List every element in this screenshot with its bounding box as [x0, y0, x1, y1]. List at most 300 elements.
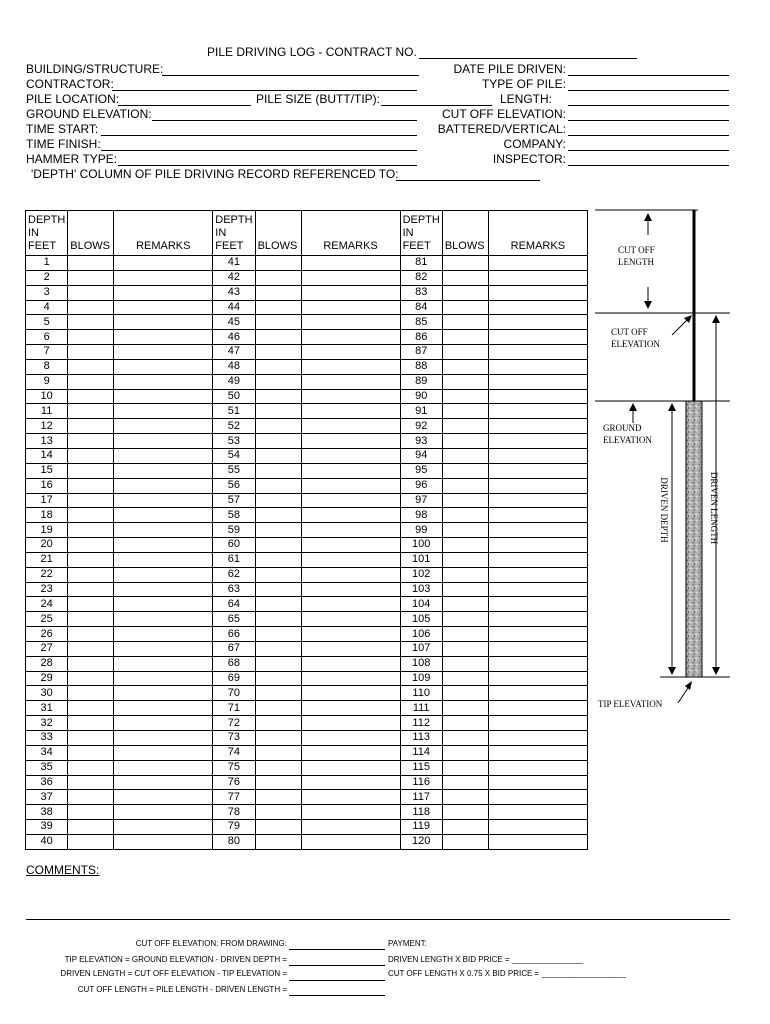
blows-cell[interactable]	[255, 760, 301, 775]
remarks-cell[interactable]	[488, 404, 587, 419]
blows-cell[interactable]	[255, 256, 301, 271]
remarks-cell[interactable]	[301, 820, 400, 835]
remarks-cell[interactable]	[114, 641, 213, 656]
blows-cell[interactable]	[255, 493, 301, 508]
blows-cell[interactable]	[255, 775, 301, 790]
remarks-cell[interactable]	[488, 805, 587, 820]
blows-cell[interactable]	[442, 315, 488, 330]
blows-cell[interactable]	[68, 701, 114, 716]
blows-cell[interactable]	[255, 345, 301, 360]
ground-elevation-field[interactable]	[152, 120, 417, 121]
remarks-cell[interactable]	[301, 552, 400, 567]
time-finish-field[interactable]	[101, 150, 417, 151]
remarks-cell[interactable]	[488, 834, 587, 849]
blows-cell[interactable]	[68, 285, 114, 300]
remarks-cell[interactable]	[488, 745, 587, 760]
blows-cell[interactable]	[68, 359, 114, 374]
date-pile-driven-label: DATE PILE DRIVEN:	[453, 62, 566, 76]
remarks-cell[interactable]	[488, 552, 587, 567]
blows-cell[interactable]	[442, 567, 488, 582]
type-of-pile-field[interactable]	[568, 90, 729, 91]
blows-cell[interactable]	[255, 285, 301, 300]
blows-cell[interactable]	[255, 686, 301, 701]
remarks-cell[interactable]	[301, 686, 400, 701]
remarks-cell[interactable]	[488, 419, 587, 434]
remarks-cell[interactable]	[114, 627, 213, 642]
blows-cell[interactable]	[68, 493, 114, 508]
remarks-cell[interactable]	[114, 389, 213, 404]
depth-cell: 106	[400, 627, 442, 642]
remarks-cell[interactable]	[114, 582, 213, 597]
remarks-cell[interactable]	[301, 434, 400, 449]
blows-cell[interactable]	[255, 508, 301, 523]
remarks-cell[interactable]	[301, 493, 400, 508]
table-row	[26, 760, 588, 775]
cut-off-elevation-label: CUT OFF ELEVATION:	[441, 107, 566, 121]
remarks-cell[interactable]	[301, 359, 400, 374]
remarks-cell[interactable]	[114, 716, 213, 731]
blows-cell[interactable]	[68, 790, 114, 805]
blows-cell[interactable]	[442, 627, 488, 642]
remarks-cell[interactable]	[488, 270, 587, 285]
blows-cell[interactable]	[68, 404, 114, 419]
remarks-cell[interactable]	[114, 300, 213, 315]
remarks-cell[interactable]	[488, 493, 587, 508]
blows-cell[interactable]	[68, 374, 114, 389]
depth-cell: 52	[213, 419, 255, 434]
remarks-cell[interactable]	[301, 300, 400, 315]
remarks-cell[interactable]	[114, 330, 213, 345]
blows-cell[interactable]	[442, 478, 488, 493]
depth-cell: 110	[400, 686, 442, 701]
blows-cell[interactable]	[68, 538, 114, 553]
blows-cell[interactable]	[255, 330, 301, 345]
remarks-cell[interactable]	[488, 463, 587, 478]
remarks-cell[interactable]	[114, 270, 213, 285]
depth-cell: 97	[400, 493, 442, 508]
remarks-cell[interactable]	[488, 760, 587, 775]
table-row	[26, 508, 588, 523]
remarks-cell[interactable]	[488, 345, 587, 360]
blows-cell[interactable]	[255, 820, 301, 835]
remarks-cell[interactable]	[488, 716, 587, 731]
blows-cell[interactable]	[255, 790, 301, 805]
blows-cell[interactable]	[255, 419, 301, 434]
blows-cell[interactable]	[68, 627, 114, 642]
blows-cell[interactable]	[442, 448, 488, 463]
blows-cell[interactable]	[68, 315, 114, 330]
blows-cell[interactable]	[68, 523, 114, 538]
blows-cell[interactable]	[442, 330, 488, 345]
blows-cell[interactable]	[68, 760, 114, 775]
blows-cell[interactable]	[255, 731, 301, 746]
remarks-cell[interactable]	[301, 448, 400, 463]
blows-cell[interactable]	[255, 434, 301, 449]
blows-cell[interactable]	[68, 567, 114, 582]
blows-cell[interactable]	[68, 448, 114, 463]
remarks-cell[interactable]	[114, 805, 213, 820]
remarks-cell[interactable]	[114, 434, 213, 449]
blows-cell[interactable]	[442, 745, 488, 760]
blows-cell[interactable]	[255, 374, 301, 389]
blows-cell[interactable]	[68, 256, 114, 271]
remarks-cell[interactable]	[488, 523, 587, 538]
blows-cell[interactable]	[68, 434, 114, 449]
blows-cell[interactable]	[255, 552, 301, 567]
depth-cell: 111	[400, 701, 442, 716]
remarks-cell[interactable]	[488, 790, 587, 805]
company-field[interactable]	[568, 150, 729, 151]
blows-cell[interactable]	[68, 612, 114, 627]
remarks-cell[interactable]	[488, 701, 587, 716]
remarks-cell[interactable]	[114, 523, 213, 538]
contractor-field[interactable]	[112, 90, 417, 91]
blows-cell[interactable]	[442, 493, 488, 508]
table-row	[26, 641, 588, 656]
blows-cell[interactable]	[442, 641, 488, 656]
pile-location-field[interactable]	[118, 105, 251, 106]
depth-cell: 109	[400, 671, 442, 686]
remarks-cell[interactable]	[114, 701, 213, 716]
blows-cell[interactable]	[442, 508, 488, 523]
blows-cell[interactable]	[68, 686, 114, 701]
blows-cell[interactable]	[442, 612, 488, 627]
remarks-cell[interactable]	[114, 493, 213, 508]
remarks-cell[interactable]	[114, 538, 213, 553]
blows-cell[interactable]	[68, 745, 114, 760]
blows-cell[interactable]	[442, 552, 488, 567]
blows-cell[interactable]	[255, 359, 301, 374]
blows-cell[interactable]	[68, 671, 114, 686]
blows-cell[interactable]	[255, 805, 301, 820]
remarks-cell[interactable]	[114, 256, 213, 271]
remarks-cell[interactable]	[301, 731, 400, 746]
blows-cell[interactable]	[68, 463, 114, 478]
blows-cell[interactable]	[68, 731, 114, 746]
hammer-type-field[interactable]	[118, 165, 417, 166]
remarks-cell[interactable]	[301, 790, 400, 805]
blows-cell[interactable]	[68, 508, 114, 523]
remarks-cell[interactable]	[488, 686, 587, 701]
blows-cell[interactable]	[442, 834, 488, 849]
pile-size-field[interactable]	[381, 105, 492, 106]
table-row	[26, 745, 588, 760]
remarks-cell[interactable]	[301, 701, 400, 716]
remarks-cell[interactable]	[114, 359, 213, 374]
remarks-cell[interactable]	[488, 656, 587, 671]
blows-cell[interactable]	[442, 404, 488, 419]
remarks-cell[interactable]	[114, 790, 213, 805]
remarks-cell[interactable]	[114, 285, 213, 300]
cut-off-elevation-from-drawing-field[interactable]	[289, 949, 385, 950]
remarks-cell[interactable]	[301, 270, 400, 285]
remarks-cell[interactable]	[301, 612, 400, 627]
depth-cell: 78	[213, 805, 255, 820]
remarks-cell[interactable]	[301, 330, 400, 345]
length-field[interactable]	[568, 105, 729, 106]
blows-cell[interactable]	[68, 300, 114, 315]
blows-cell[interactable]	[442, 760, 488, 775]
blows-cell[interactable]	[255, 315, 301, 330]
remarks-cell[interactable]	[301, 834, 400, 849]
blows-cell[interactable]	[442, 820, 488, 835]
remarks-cell[interactable]	[301, 582, 400, 597]
blows-cell[interactable]	[442, 434, 488, 449]
blows-cell[interactable]	[68, 389, 114, 404]
blows-cell[interactable]	[68, 552, 114, 567]
blows-cell[interactable]	[68, 330, 114, 345]
blows-cell[interactable]	[68, 775, 114, 790]
blows-cell[interactable]	[442, 805, 488, 820]
remarks-cell[interactable]	[301, 641, 400, 656]
blows-cell[interactable]	[442, 775, 488, 790]
depth-cell: 25	[26, 612, 68, 627]
table-header-row	[26, 211, 588, 256]
blows-cell[interactable]	[442, 419, 488, 434]
depth-cell: 28	[26, 656, 68, 671]
blows-cell[interactable]	[442, 582, 488, 597]
blows-cell[interactable]	[442, 701, 488, 716]
remarks-cell[interactable]	[301, 419, 400, 434]
battered-vertical-field[interactable]	[568, 135, 729, 136]
depth-cell: 83	[400, 285, 442, 300]
blows-cell[interactable]	[442, 523, 488, 538]
remarks-cell[interactable]	[488, 731, 587, 746]
remarks-cell[interactable]	[488, 508, 587, 523]
remarks-cell[interactable]	[301, 597, 400, 612]
blows-cell[interactable]	[255, 567, 301, 582]
remarks-cell[interactable]	[488, 582, 587, 597]
remarks-cell[interactable]	[114, 508, 213, 523]
remarks-cell[interactable]	[301, 285, 400, 300]
remarks-cell[interactable]	[488, 448, 587, 463]
pile-size-label: PILE SIZE (BUTT/TIP):	[256, 92, 381, 106]
remarks-cell[interactable]	[114, 315, 213, 330]
remarks-cell[interactable]	[488, 567, 587, 582]
blows-cell[interactable]	[68, 820, 114, 835]
remarks-cell[interactable]	[114, 448, 213, 463]
blows-cell[interactable]	[255, 641, 301, 656]
remarks-cell[interactable]	[301, 374, 400, 389]
blows-cell[interactable]	[442, 656, 488, 671]
table-row	[26, 538, 588, 553]
blows-cell[interactable]	[255, 463, 301, 478]
remarks-cell[interactable]	[301, 656, 400, 671]
remarks-cell[interactable]	[488, 641, 587, 656]
blows-cell[interactable]	[442, 790, 488, 805]
depth-cell: 116	[400, 775, 442, 790]
blows-cell[interactable]	[68, 419, 114, 434]
remarks-cell[interactable]	[488, 775, 587, 790]
remarks-cell[interactable]	[301, 627, 400, 642]
blows-cell[interactable]	[255, 656, 301, 671]
depth-cell: 22	[26, 567, 68, 582]
blows-cell[interactable]	[255, 389, 301, 404]
remarks-cell[interactable]	[301, 404, 400, 419]
blows-cell[interactable]	[442, 270, 488, 285]
blows-cell[interactable]	[255, 834, 301, 849]
building-structure-field[interactable]	[162, 75, 419, 76]
remarks-cell[interactable]	[301, 523, 400, 538]
remarks-cell[interactable]	[114, 478, 213, 493]
arrow-head	[629, 403, 637, 411]
remarks-cell[interactable]	[488, 359, 587, 374]
remarks-cell[interactable]	[114, 345, 213, 360]
driven-length-field[interactable]	[289, 980, 385, 981]
remarks-cell[interactable]	[301, 745, 400, 760]
remarks-cell[interactable]	[301, 389, 400, 404]
remarks-cell[interactable]	[114, 820, 213, 835]
blows-cell[interactable]	[255, 448, 301, 463]
depth-cell: 77	[213, 790, 255, 805]
remarks-cell[interactable]	[301, 538, 400, 553]
blows-cell[interactable]	[442, 285, 488, 300]
blows-cell[interactable]	[255, 701, 301, 716]
remarks-cell[interactable]	[488, 256, 587, 271]
blows-cell[interactable]	[255, 627, 301, 642]
blows-cell[interactable]	[68, 582, 114, 597]
time-start-field[interactable]	[101, 135, 417, 136]
remarks-cell[interactable]	[301, 463, 400, 478]
remarks-cell[interactable]	[301, 716, 400, 731]
blows-cell[interactable]	[255, 716, 301, 731]
depth-cell: 60	[213, 538, 255, 553]
blows-cell[interactable]	[255, 671, 301, 686]
remarks-cell[interactable]	[114, 419, 213, 434]
blows-cell[interactable]	[68, 478, 114, 493]
remarks-cell[interactable]	[301, 567, 400, 582]
page-title: PILE DRIVING LOG - CONTRACT NO.	[207, 45, 417, 59]
remarks-cell[interactable]	[114, 834, 213, 849]
contract-no-field[interactable]	[419, 58, 637, 59]
depth-cell: 104	[400, 597, 442, 612]
remarks-cell[interactable]	[488, 315, 587, 330]
blows-cell[interactable]	[68, 270, 114, 285]
remarks-cell[interactable]	[114, 463, 213, 478]
remarks-cell[interactable]	[301, 671, 400, 686]
depth-cell: 24	[26, 597, 68, 612]
remarks-cell[interactable]	[114, 567, 213, 582]
remarks-cell[interactable]	[114, 731, 213, 746]
remarks-cell[interactable]	[488, 538, 587, 553]
remarks-cell[interactable]	[488, 300, 587, 315]
remarks-cell[interactable]	[301, 508, 400, 523]
blows-cell[interactable]	[442, 686, 488, 701]
remarks-cell[interactable]	[301, 760, 400, 775]
depth-cell: 34	[26, 745, 68, 760]
remarks-cell[interactable]	[301, 256, 400, 271]
blows-cell[interactable]	[442, 538, 488, 553]
remarks-cell[interactable]	[301, 775, 400, 790]
pile-embedded	[686, 401, 702, 677]
blows-cell[interactable]	[255, 404, 301, 419]
cut-off-elevation-field[interactable]	[568, 120, 729, 121]
blows-cell[interactable]	[68, 345, 114, 360]
remarks-cell[interactable]	[114, 552, 213, 567]
blows-cell[interactable]	[68, 656, 114, 671]
remarks-cell[interactable]	[114, 404, 213, 419]
remarks-cell[interactable]	[488, 820, 587, 835]
blows-cell[interactable]	[255, 597, 301, 612]
blows-cell[interactable]	[255, 478, 301, 493]
remarks-cell[interactable]	[114, 656, 213, 671]
remarks-cell[interactable]	[301, 315, 400, 330]
remarks-cell[interactable]	[114, 374, 213, 389]
blows-cell[interactable]	[68, 716, 114, 731]
remarks-cell[interactable]	[114, 775, 213, 790]
table-row	[26, 285, 588, 300]
depth-cell: 101	[400, 552, 442, 567]
remarks-cell[interactable]	[488, 612, 587, 627]
blows-cell[interactable]	[255, 270, 301, 285]
remarks-cell[interactable]	[488, 671, 587, 686]
blows-cell[interactable]	[68, 834, 114, 849]
remarks-cell[interactable]	[301, 805, 400, 820]
blows-cell[interactable]	[442, 359, 488, 374]
depth-reference-field[interactable]	[396, 180, 540, 181]
date-pile-driven-field[interactable]	[568, 75, 729, 76]
blows-cell[interactable]	[442, 389, 488, 404]
remarks-cell[interactable]	[488, 478, 587, 493]
remarks-cell[interactable]	[488, 330, 587, 345]
depth-cell: 89	[400, 374, 442, 389]
depth-cell: 67	[213, 641, 255, 656]
blows-cell[interactable]	[442, 256, 488, 271]
blows-cell[interactable]	[255, 612, 301, 627]
table-row	[26, 256, 588, 271]
blows-cell[interactable]	[442, 300, 488, 315]
blows-cell[interactable]	[442, 463, 488, 478]
blows-cell[interactable]	[255, 745, 301, 760]
remarks-cell[interactable]	[488, 374, 587, 389]
tip-elevation-field[interactable]	[289, 965, 385, 966]
remarks-cell[interactable]	[114, 686, 213, 701]
blows-cell[interactable]	[442, 345, 488, 360]
depth-cell: 15	[26, 463, 68, 478]
cut-off-length-field[interactable]	[289, 995, 385, 996]
remarks-cell[interactable]	[488, 285, 587, 300]
remarks-cell[interactable]	[301, 478, 400, 493]
blows-cell[interactable]	[68, 641, 114, 656]
remarks-cell[interactable]	[114, 671, 213, 686]
table-row	[26, 716, 588, 731]
remarks-cell[interactable]	[488, 597, 587, 612]
blows-cell[interactable]	[255, 582, 301, 597]
remarks-cell[interactable]	[114, 612, 213, 627]
blows-cell[interactable]	[442, 374, 488, 389]
remarks-cell[interactable]	[488, 389, 587, 404]
blows-cell[interactable]	[442, 671, 488, 686]
blows-cell[interactable]	[68, 805, 114, 820]
blows-cell[interactable]	[255, 523, 301, 538]
blows-cell[interactable]	[442, 716, 488, 731]
remarks-cell[interactable]	[488, 627, 587, 642]
blows-cell[interactable]	[68, 597, 114, 612]
remarks-cell[interactable]	[301, 345, 400, 360]
remarks-cell[interactable]	[114, 597, 213, 612]
depth-cell: 16	[26, 478, 68, 493]
depth-cell: 88	[400, 359, 442, 374]
blows-cell[interactable]	[255, 300, 301, 315]
blows-cell[interactable]	[442, 731, 488, 746]
blows-cell[interactable]	[442, 597, 488, 612]
blows-cell[interactable]	[255, 538, 301, 553]
inspector-field[interactable]	[568, 165, 729, 166]
remarks-cell[interactable]	[114, 745, 213, 760]
arrow-head	[644, 213, 652, 221]
remarks-cell[interactable]	[488, 434, 587, 449]
remarks-cell[interactable]	[114, 760, 213, 775]
